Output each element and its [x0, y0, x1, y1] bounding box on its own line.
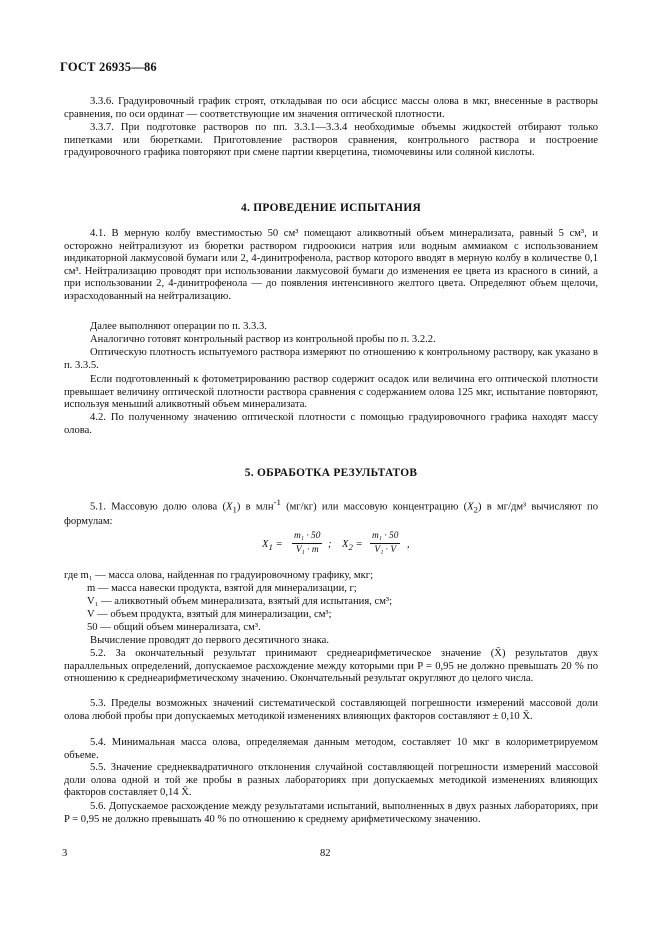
- paragraph-5-1-e: Вычисление проводят до первого десятичного знака.: [90, 635, 329, 646]
- section-4-heading: 4. ПРОВЕДЕНИЕ ИСПЫТАНИЯ: [240, 202, 422, 214]
- paragraph-5-4: 5.4. Минимальная масса олова, определяемая данным методом, составляет 10 мкг в колориметрируемом объеме.: [64, 737, 598, 761]
- formula-lhs-2: [342, 539, 363, 552]
- paragraph-4-1-b: Далее выполняют операции по п. 3.3.3.: [90, 321, 267, 332]
- where-line-4: V — объем продукта, взятый для минерализации, см³;: [87, 609, 332, 620]
- standard-header: ГОСТ 26935—86: [60, 60, 157, 74]
- formula-block: [262, 531, 462, 561]
- footer-left-number: 3: [62, 848, 68, 859]
- paragraph-4-1: 4.1. В мерную колбу вместимостью 50 см³ помещают аликвотный объем минерализата, равный 5 см³, и осторожно нейтрализуют из бюретки раствором гидроокиси натрия или водным аммиаком с использованием индикаторной лакмусовой бумаги или 2, 4-динитрофенола, раствор которого вводят в мерную колбу в количестве 0,1 см³. Нейтрализацию проводят при использовании лакмусовой бумаги до изменения ее цвета из красного в синий, а при использовании 2, 4-динитрофенола — до появления интенсивного желтого цвета. Определяют объем щелочи, израсходованный на нейтрализацию.: [64, 228, 598, 302]
- formula-eq-2: =: [352, 539, 363, 550]
- formula-fraction-2: [370, 531, 400, 556]
- p51-text-b: ) в млн: [236, 501, 274, 513]
- formula-numerator-1: m₁ · 50: [292, 531, 322, 544]
- formula-separator: ;: [328, 539, 332, 550]
- p51-x1: X: [225, 501, 233, 513]
- paragraph-4-1-d: Оптическую плотность испытуемого раствора измеряют по отношению к контрольному раствору, как указано в п. 3.3.5.: [64, 347, 598, 371]
- paragraph-3-3-7: 3.3.7. При подготовке растворов по пп. 3.3.1—3.3.4 необходимые объемы жидкостей отбирают только пипетками или бюретками. Приготовление растворов сравнения, контрольного раствора и построение градуировочного графика повторяют при смене партии кверцетина, тиомочевины или соляной кислоты.: [64, 122, 598, 158]
- formula-x1: X: [262, 539, 269, 550]
- formula-numerator-2: m₁ · 50: [370, 531, 400, 544]
- formula-denominator-2: V₁ · V: [374, 545, 397, 555]
- paragraph-5-5: 5.5. Значение среднеквадратичного отклонения случайной составляющей погрешности измерений массовой доли олова одной и той же пробы в разных лабораториях при допускаемых методикой изменениях влияющих факторов составляет 0,14 X̄.: [64, 762, 598, 798]
- where-line-5: 50 — общий объем минерализата, см³.: [87, 622, 261, 633]
- p51-text-a: 5.1. Массовую долю олова (: [90, 501, 226, 513]
- formula-lhs-1: [262, 539, 283, 552]
- p51-text-c: (мг/кг) или массовую концентрацию (: [280, 501, 468, 513]
- p51-x2-sub: 2: [473, 504, 479, 515]
- where-line-1: где m₁ — масса олова, найденная по градуировочному графику, мкг;: [64, 570, 374, 581]
- paragraph-5-6: 5.6. Допускаемое расхождение между результатами испытаний, выполненных в двух разных лабораториях, при P = 0,95 не должно превышать 40 % по отношению к среднему арифметическому значению.: [64, 801, 598, 825]
- formula-x2: X: [342, 539, 349, 550]
- paragraph-5-3: 5.3. Пределы возможных значений систематической составляющей погрешности измерений массовой доли олова любой пробы при допускаемых методикой изменениях влияющих факторов составляют ± 0,10 X̄.: [64, 698, 598, 722]
- p51-text-d: ) в мг/дм³ вычисляют по формулам:: [64, 501, 598, 528]
- formula-fraction-1: [292, 531, 322, 556]
- paragraph-5-2: 5.2. За окончательный результат принимают среднеарифметическое значение (X̄) результатов двух параллельных определений, допускаемое расхождение между которыми при P = 0,95 не должно превышать 20 % по отношению к среднеарифметическому значению. Окончательный результат округляют до целого числа.: [64, 648, 598, 684]
- p51-x2: X: [467, 501, 474, 513]
- paragraph-4-1-e: Если подготовленный к фотометрированию раствор содержит осадок или величина его оптической плотности превышает величину оптической плотности раствора сравнения с содержанием олова 125 мкг, испытание повторяют, используя меньший аликвотный объем минерализата.: [64, 374, 598, 410]
- section-5-heading: 5. ОБРАБОТКА РЕЗУЛЬТАТОВ: [244, 467, 418, 479]
- p51-x1-sub: 1: [232, 504, 237, 515]
- formula-end: ,: [407, 539, 410, 550]
- paragraph-4-1-c: Аналогично готовят контрольный раствор из контрольной пробы по п. 3.2.2.: [90, 334, 436, 345]
- formula-denominator-1: V₁ · m: [295, 545, 319, 555]
- where-line-2: m — масса навески продукта, взятой для минерализации, г;: [87, 583, 357, 594]
- paragraph-3-3-6: 3.3.6. Градуировочный график строят, откладывая по оси абсцисс массы олова в мкг, внесенные в растворы сравнения, по оси ординат — соответствующие им значения оптической плотности.: [64, 96, 598, 120]
- formula-x1-sub: 1: [268, 542, 273, 553]
- p51-sup: -1: [273, 497, 281, 507]
- footer-page-number: 82: [320, 848, 331, 859]
- formula-x2-sub: 2: [348, 542, 353, 553]
- where-line-3: V₁ — аликвотный объем минерализата, взятый для испытания, см³;: [87, 596, 393, 607]
- paragraph-4-2: 4.2. По полученному значению оптической плотности с помощью градуировочного графика находят массу олова.: [64, 412, 598, 436]
- formula-eq-1: =: [272, 539, 283, 550]
- paragraph-5-1: [64, 496, 598, 529]
